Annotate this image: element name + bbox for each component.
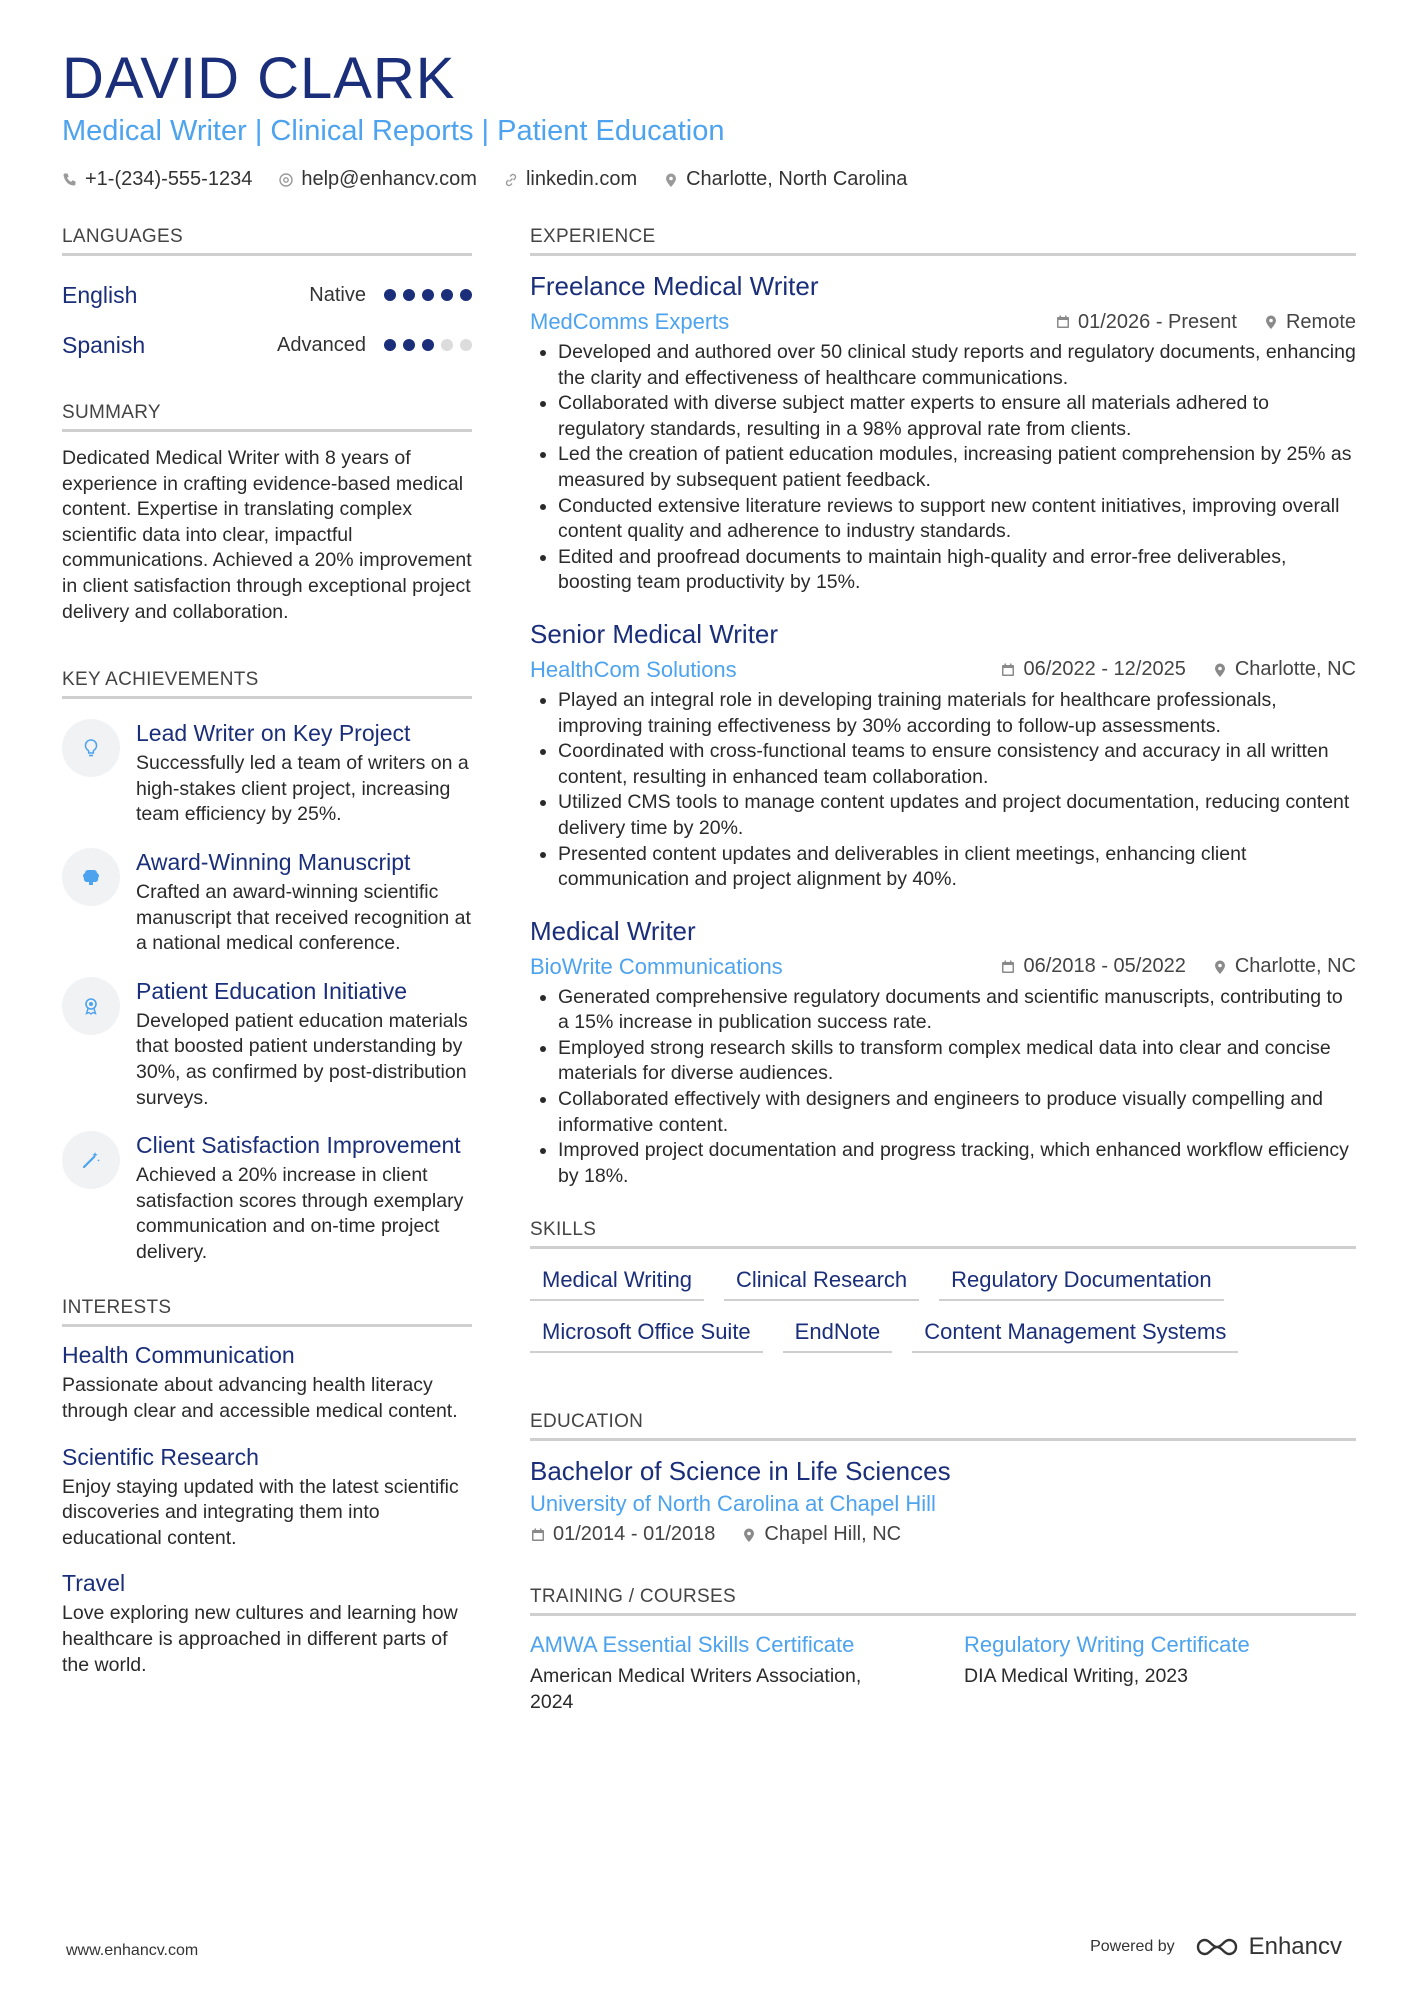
experience-section: [530, 226, 1356, 1189]
company-name: HealthCom Solutions: [530, 656, 737, 682]
achievement-desc: Developed patient education materials that boosted patient understanding by 30%, as confirmed by post-distribution surveys.: [136, 1009, 468, 1109]
bullet-item: • Collaborated effectively with designers and engineers to produce visually compelling and informative content.: [558, 1087, 1356, 1138]
education-meta: [530, 1523, 1356, 1546]
interest-desc: Passionate about advancing health literacy through clear and accessible medical content.: [62, 1374, 458, 1423]
rating-dot-filled: [384, 289, 396, 301]
bullet-item: • Utilized CMS tools to manage content updates and project documentation, reducing content delivery time by 20%.: [558, 790, 1356, 841]
location-text: Charlotte, North Carolina: [686, 168, 908, 190]
company-name: BioWrite Communications: [530, 953, 783, 979]
job-entry: [530, 915, 1356, 1190]
job-title: Freelance Medical Writer: [530, 271, 819, 301]
course-desc: American Medical Writers Association, 2024: [530, 1665, 862, 1714]
language-level: Native: [309, 283, 366, 306]
job-dates: [1055, 311, 1237, 334]
achievement-item: [62, 977, 472, 1111]
skills-section: [530, 1219, 1356, 1353]
language-rating: [384, 289, 472, 301]
course-title: Regulatory Writing Certificate: [964, 1632, 1250, 1658]
job-location: [1212, 955, 1356, 978]
education-dates: [530, 1523, 715, 1546]
achievements-title: KEY ACHIEVEMENTS: [62, 669, 472, 699]
contact-linkedin[interactable]: [503, 168, 637, 191]
bullet-item: • Employed strong research skills to transform complex medical data into clear and concise materials for diverse audiences.: [558, 1036, 1356, 1087]
job-location-text: Charlotte, NC: [1234, 955, 1356, 978]
skill-tag: Regulatory Documentation: [939, 1263, 1223, 1301]
interest-title: Health Communication: [62, 1342, 295, 1369]
education-dates-text: 01/2014 - 01/2018: [553, 1523, 716, 1546]
skill-tag: EndNote: [783, 1315, 893, 1353]
interest-title: Scientific Research: [62, 1443, 259, 1470]
language-name: Spanish: [62, 331, 146, 358]
map-pin-icon: [741, 1527, 757, 1543]
brain-icon: [62, 848, 120, 906]
at-icon: [278, 172, 294, 188]
contact-email[interactable]: [278, 168, 477, 191]
job-location: [1212, 658, 1356, 681]
bullet-item: • Improved project documentation and progress tracking, which enhanced workflow efficiency by 18%.: [558, 1138, 1356, 1189]
languages-section: [62, 226, 472, 370]
interests-section: [62, 1297, 472, 1678]
school-name: University of North Carolina at Chapel Hill: [530, 1491, 936, 1517]
achievement-title: Patient Education Initiative: [136, 977, 408, 1004]
email-text: help@enhancv.com: [301, 168, 477, 190]
education-location-text: Chapel Hill, NC: [764, 1523, 902, 1546]
skill-tag: Clinical Research: [724, 1263, 919, 1301]
education-section: [530, 1411, 1356, 1546]
achievement-item: [62, 719, 472, 828]
achievement-item: [62, 848, 472, 957]
summary-text: Dedicated Medical Writer with 8 years of experience in crafting evidence-based medical content. Expertise in translating complex scientific data into clear, impactful communications. Achieved a 20% improvement in client satisfaction through exceptional project delivery and collaboration.: [62, 447, 472, 623]
interest-desc: Love exploring new cultures and learning how healthcare is approached in different parts of the world.: [62, 1602, 458, 1676]
training-title: TRAINING / COURSES: [530, 1586, 1356, 1616]
rating-dot-filled: [422, 289, 434, 301]
enhancv-logo-icon: [1195, 1936, 1239, 1958]
language-row: [62, 320, 472, 370]
footer-brand: [1090, 1933, 1342, 1961]
map-pin-icon: [1212, 959, 1228, 975]
contact-bar: [62, 168, 907, 191]
skills-list: [530, 1263, 1356, 1353]
job-location-text: Remote: [1285, 310, 1356, 333]
job-entry: [530, 618, 1356, 893]
bullet-item: • Collaborated with diverse subject matter experts to ensure all materials adhered to regulatory standards, resulting in a 98% approval rate from clients.: [558, 391, 1356, 442]
job-dates-text: 06/2022 - 12/2025: [1023, 658, 1186, 681]
bullet-item: • Developed and authored over 50 clinical study reports and regulatory documents, enhancing the clarity and effectiveness of healthcare communications.: [558, 340, 1356, 391]
job-meta: [530, 951, 1356, 983]
course-item: [530, 1630, 886, 1715]
map-pin-icon: [1212, 662, 1228, 678]
training-section: [530, 1586, 1356, 1715]
bullet-item: • Played an integral role in developing training materials for healthcare professionals, improving training effectiveness by 30% according to follow-up assessments.: [558, 688, 1356, 739]
phone-text: +1-(234)-555-1234: [85, 168, 253, 190]
achievements-section: [62, 669, 472, 1265]
bullet-item: • Led the creation of patient education modules, increasing patient comprehension by 25% as measured by subsequent patient feedback.: [558, 442, 1356, 493]
summary-title: SUMMARY: [62, 402, 472, 432]
language-rating: [384, 339, 472, 351]
interest-title: Travel: [62, 1570, 126, 1597]
job-location: [1263, 311, 1356, 334]
award-icon: [62, 977, 120, 1035]
link-icon: [503, 172, 519, 188]
achievement-desc: Successfully led a team of writers on a high-stakes client project, increasing team efficiency by 25%.: [136, 752, 469, 826]
experience-title: EXPERIENCE: [530, 226, 1356, 256]
achievement-desc: Achieved a 20% increase in client satisfaction scores through exemplary communication and on-time project delivery.: [136, 1164, 464, 1263]
job-dates-text: 01/2026 - Present: [1077, 310, 1237, 333]
headline: Medical Writer | Clinical Reports | Patient Education: [62, 115, 725, 147]
interests-title: INTERESTS: [62, 1297, 472, 1327]
achievement-title: Award-Winning Manuscript: [136, 848, 411, 875]
candidate-name: DAVID CLARK: [62, 46, 456, 111]
left-column: [62, 226, 472, 1696]
degree-title: Bachelor of Science in Life Sciences: [530, 1456, 951, 1487]
job-title: Senior Medical Writer: [530, 618, 779, 649]
language-name: English: [62, 281, 138, 308]
right-column: [530, 226, 1356, 1716]
bullet-item: • Generated comprehensive regulatory documents and scientific manuscripts, contributing to a 15% increase in publication success rate.: [558, 985, 1356, 1036]
brand-logo[interactable]: [1195, 1933, 1342, 1961]
magic-wand-icon: [62, 1131, 120, 1189]
job-meta: [530, 654, 1356, 686]
rating-dot-filled: [460, 289, 472, 301]
calendar-icon: [1000, 662, 1016, 678]
course-item: [964, 1630, 1320, 1715]
rating-dot-empty: [441, 339, 453, 351]
job-bullets: [530, 688, 1356, 893]
achievement-desc: Crafted an award-winning scientific manuscript that received recognition at a national medical conference.: [136, 880, 471, 955]
job-bullets: [530, 340, 1356, 596]
rating-dot-empty: [460, 339, 472, 351]
language-level: Advanced: [277, 333, 366, 356]
skill-tag: Microsoft Office Suite: [530, 1315, 763, 1353]
bullet-item: • Conducted extensive literature reviews to support new content initiatives, improving overall content quality and adherence to industry standards.: [558, 494, 1356, 545]
languages-title: LANGUAGES: [62, 226, 472, 256]
rating-dot-filled: [422, 339, 434, 351]
job-entry: [530, 270, 1356, 596]
achievement-title: Lead Writer on Key Project: [136, 720, 411, 747]
company-name: MedComms Experts: [530, 309, 730, 334]
interest-desc: Enjoy staying updated with the latest scientific discoveries and integrating them into educational content.: [62, 1475, 459, 1549]
job-meta: [530, 306, 1356, 338]
calendar-icon: [530, 1527, 546, 1543]
contact-location: [663, 168, 907, 191]
course-title: AMWA Essential Skills Certificate: [530, 1632, 855, 1658]
calendar-icon: [1000, 959, 1016, 975]
map-pin-icon: [663, 172, 679, 188]
brand-name: Enhancv: [1248, 1933, 1342, 1960]
course-desc: DIA Medical Writing, 2023: [964, 1665, 1188, 1688]
rating-dot-filled: [441, 289, 453, 301]
rating-dot-filled: [403, 289, 415, 301]
achievement-item: [62, 1131, 472, 1265]
rating-dot-filled: [384, 339, 396, 351]
job-location-text: Charlotte, NC: [1234, 658, 1356, 681]
contact-phone[interactable]: [62, 168, 252, 191]
courses-list: [530, 1630, 1356, 1715]
language-row: [62, 270, 472, 320]
powered-by-label: Powered by: [1090, 1938, 1175, 1955]
footer-website[interactable]: www.enhancv.com: [66, 1942, 199, 1959]
lightbulb-icon: [62, 719, 120, 777]
job-dates: [1000, 658, 1185, 681]
job-dates-text: 06/2018 - 05/2022: [1023, 955, 1186, 978]
calendar-icon: [1055, 314, 1071, 330]
job-dates: [1000, 955, 1185, 978]
achievement-title: Client Satisfaction Improvement: [136, 1132, 461, 1159]
education-location: [741, 1523, 901, 1546]
skills-title: SKILLS: [530, 1219, 1356, 1249]
skill-tag: Content Management Systems: [912, 1315, 1238, 1353]
job-title: Medical Writer: [530, 915, 696, 946]
bullet-item: • Presented content updates and deliverables in client meetings, enhancing client communication and project alignment by 40%.: [558, 842, 1356, 893]
bullet-item: • Edited and proofread documents to maintain high-quality and error-free deliverables, boosting team productivity by 15%.: [558, 545, 1356, 596]
skill-tag: Medical Writing: [530, 1263, 704, 1301]
job-bullets: [530, 985, 1356, 1190]
phone-icon: [62, 172, 78, 188]
bullet-item: • Coordinated with cross-functional teams to ensure consistency and accuracy in all written content, resulting in enhanced team collaboration.: [558, 739, 1356, 790]
education-title: EDUCATION: [530, 1411, 1356, 1441]
linkedin-text: linkedin.com: [525, 168, 638, 190]
rating-dot-filled: [403, 339, 415, 351]
map-pin-icon: [1263, 314, 1279, 330]
summary-section: [62, 402, 472, 625]
